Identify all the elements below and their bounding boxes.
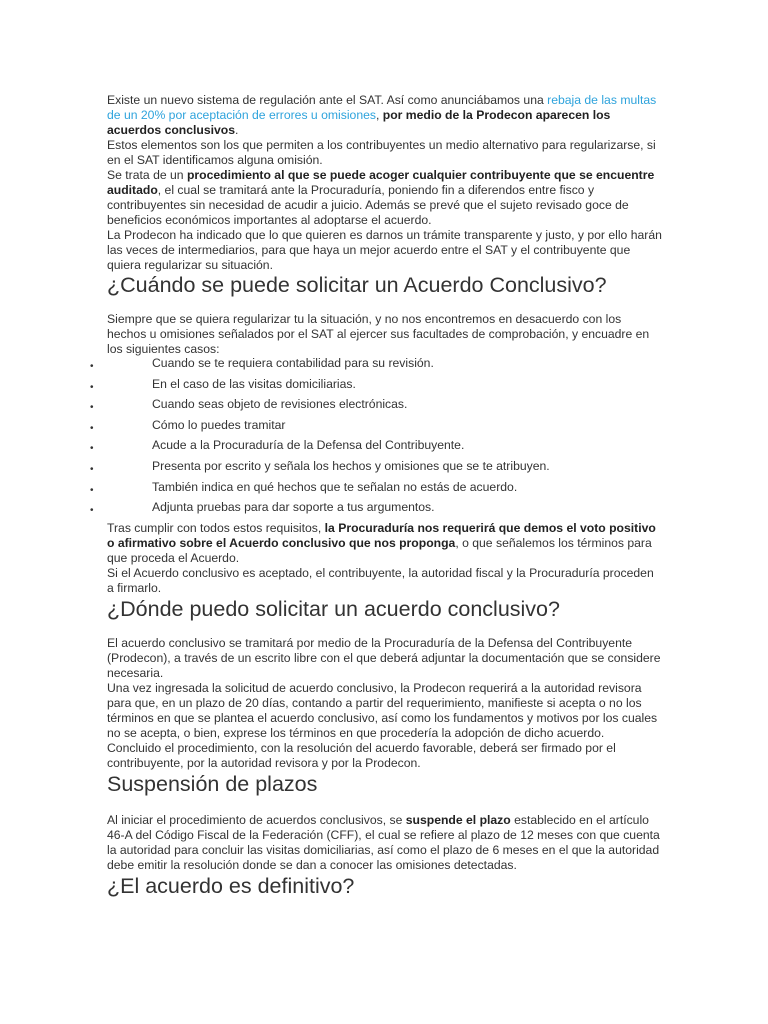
section1-outro bbox=[107, 521, 663, 596]
section2-block bbox=[107, 636, 663, 771]
bullet-icon: • bbox=[90, 402, 94, 414]
bullet-icon: • bbox=[90, 443, 94, 455]
section1-intro bbox=[107, 312, 663, 357]
section-heading-suspension: Suspensión de plazos bbox=[107, 772, 318, 796]
intro-block bbox=[107, 93, 663, 273]
section1-paragraph-3: Si el Acuerdo conclusivo es aceptado, el contribuyente, la autoridad fiscal y la Procuraduría proceden a firmarlo. bbox=[107, 566, 654, 595]
list-item: • Acude a la Procuraduría de la Defensa del Contribuyente. bbox=[90, 438, 465, 455]
list-item: • Cuando se te requiera contabilidad para su revisión. bbox=[90, 356, 434, 372]
bullet-icon: • bbox=[90, 361, 94, 372]
section2-paragraph-2: Una vez ingresada la solicitud de acuerdo conclusivo, la Prodecon requerirá a la autoridad revisora para que, en un plazo de 20 días, contando a partir del requerimiento, manifieste si acepta o no los términos en que se plantea el acuerdo conclusivo, así como los fundamentos y motivos por los cuales no se acepta, o bien, exprese los términos en que procedería la adopción de dicho acuerdo. bbox=[107, 681, 658, 740]
multas-rebaja-link[interactable]: rebaja de las multas de un 20% por aceptación de errores u omisiones bbox=[107, 93, 657, 122]
intro-paragraph-4: La Prodecon ha indicado que lo que quieren es darnos un trámite transparente y justo, y por ello harán las veces de intermediarios, para que haya un mejor acuerdo entre el SAT y el contribuyente que quiera regularizar su situación. bbox=[107, 228, 662, 272]
section-heading-cuando: ¿Cuándo se puede solicitar un Acuerdo Conclusivo? bbox=[107, 273, 607, 297]
bullet-icon: • bbox=[90, 381, 94, 393]
intro-paragraph-1: Existe un nuevo sistema de regulación ante el SAT. Así como anunciábamos una rebaja de las multas de un 20% por aceptación de errores u omisiones, por medio de la Prodecon aparecen los acuerdos conclusivos. bbox=[107, 93, 657, 137]
section3-block bbox=[107, 813, 663, 873]
list-item: • Adjunta pruebas para dar soporte a tus argumentos. bbox=[90, 500, 435, 517]
intro-paragraph-3: Se trata de un procedimiento al que se puede acoger cualquier contribuyente que se encuentre auditado, el cual se tramitará ante la Procuraduría, poniendo fin a diferendos entre fisco y contribuyentes sin necesidad de acudir a juicio. Además se prevé que el sujeto revisado goce de beneficios económicos importantes al adoptarse el acuerdo. bbox=[107, 168, 655, 227]
section2-paragraph-3: Concluido el procedimiento, con la resolución del acuerdo favorable, deberá ser firmado por el contribuyente, por la autoridad revisora y por la Prodecon. bbox=[107, 741, 616, 770]
bullet-icon: • bbox=[90, 422, 94, 434]
intro-paragraph-2: Estos elementos son los que permiten a los contribuyentes un medio alternativo para regularizarse, si en el SAT identificamos alguna omisión. bbox=[107, 138, 656, 167]
list-item: • También indica en qué hechos que te señalan no estás de acuerdo. bbox=[90, 479, 518, 496]
list-item: • Cuando seas objeto de revisiones electrónicas. bbox=[90, 397, 408, 414]
list-item: • Cómo lo puedes tramitar bbox=[90, 417, 286, 434]
section-heading-donde: ¿Dónde puedo solicitar un acuerdo conclusivo? bbox=[107, 597, 560, 621]
requirements-list bbox=[90, 356, 650, 521]
bullet-icon: • bbox=[90, 463, 94, 475]
list-item: • Presenta por escrito y señala los hechos y omisiones que se te atribuyen. bbox=[90, 458, 550, 475]
bullet-icon: • bbox=[90, 484, 94, 496]
section2-paragraph-1: El acuerdo conclusivo se tramitará por medio de la Procuraduría de la Defensa del Contribuyente (Prodecon), a través de un escrito libre con el que deberá adjuntar la documentación que se considere necesaria. bbox=[107, 636, 661, 680]
bullet-icon: • bbox=[90, 505, 94, 517]
list-item: • En el caso de las visitas domiciliarias. bbox=[90, 376, 356, 393]
section-heading-definitivo: ¿El acuerdo es definitivo? bbox=[107, 874, 355, 898]
section1-paragraph-2: Tras cumplir con todos estos requisitos, la Procuraduría nos requerirá que demos el voto positivo o afirmativo sobre el Acuerdo conclusivo que nos proponga, o que señalemos los términos para que proceda el Acuerdo. bbox=[107, 521, 656, 565]
section1-paragraph-1: Siempre que se quiera regularizar tu la situación, y no nos encontremos en desacuerdo con los hechos u omisiones señalados por el SAT al ejercer sus facultades de comprobación, y encuadre en los siguientes casos: bbox=[107, 312, 650, 356]
section3-paragraph-1: Al iniciar el procedimiento de acuerdos conclusivos, se suspende el plazo establecido en el artículo 46-A del Código Fiscal de la Federación (CFF), el cual se refiere al plazo de 12 meses con que cuenta la autoridad para concluir las visitas domiciliarias, así como el plazo de 6 meses en el que la autoridad debe emitir la resolución donde se dan a conocer las omisiones detectadas. bbox=[107, 813, 660, 872]
